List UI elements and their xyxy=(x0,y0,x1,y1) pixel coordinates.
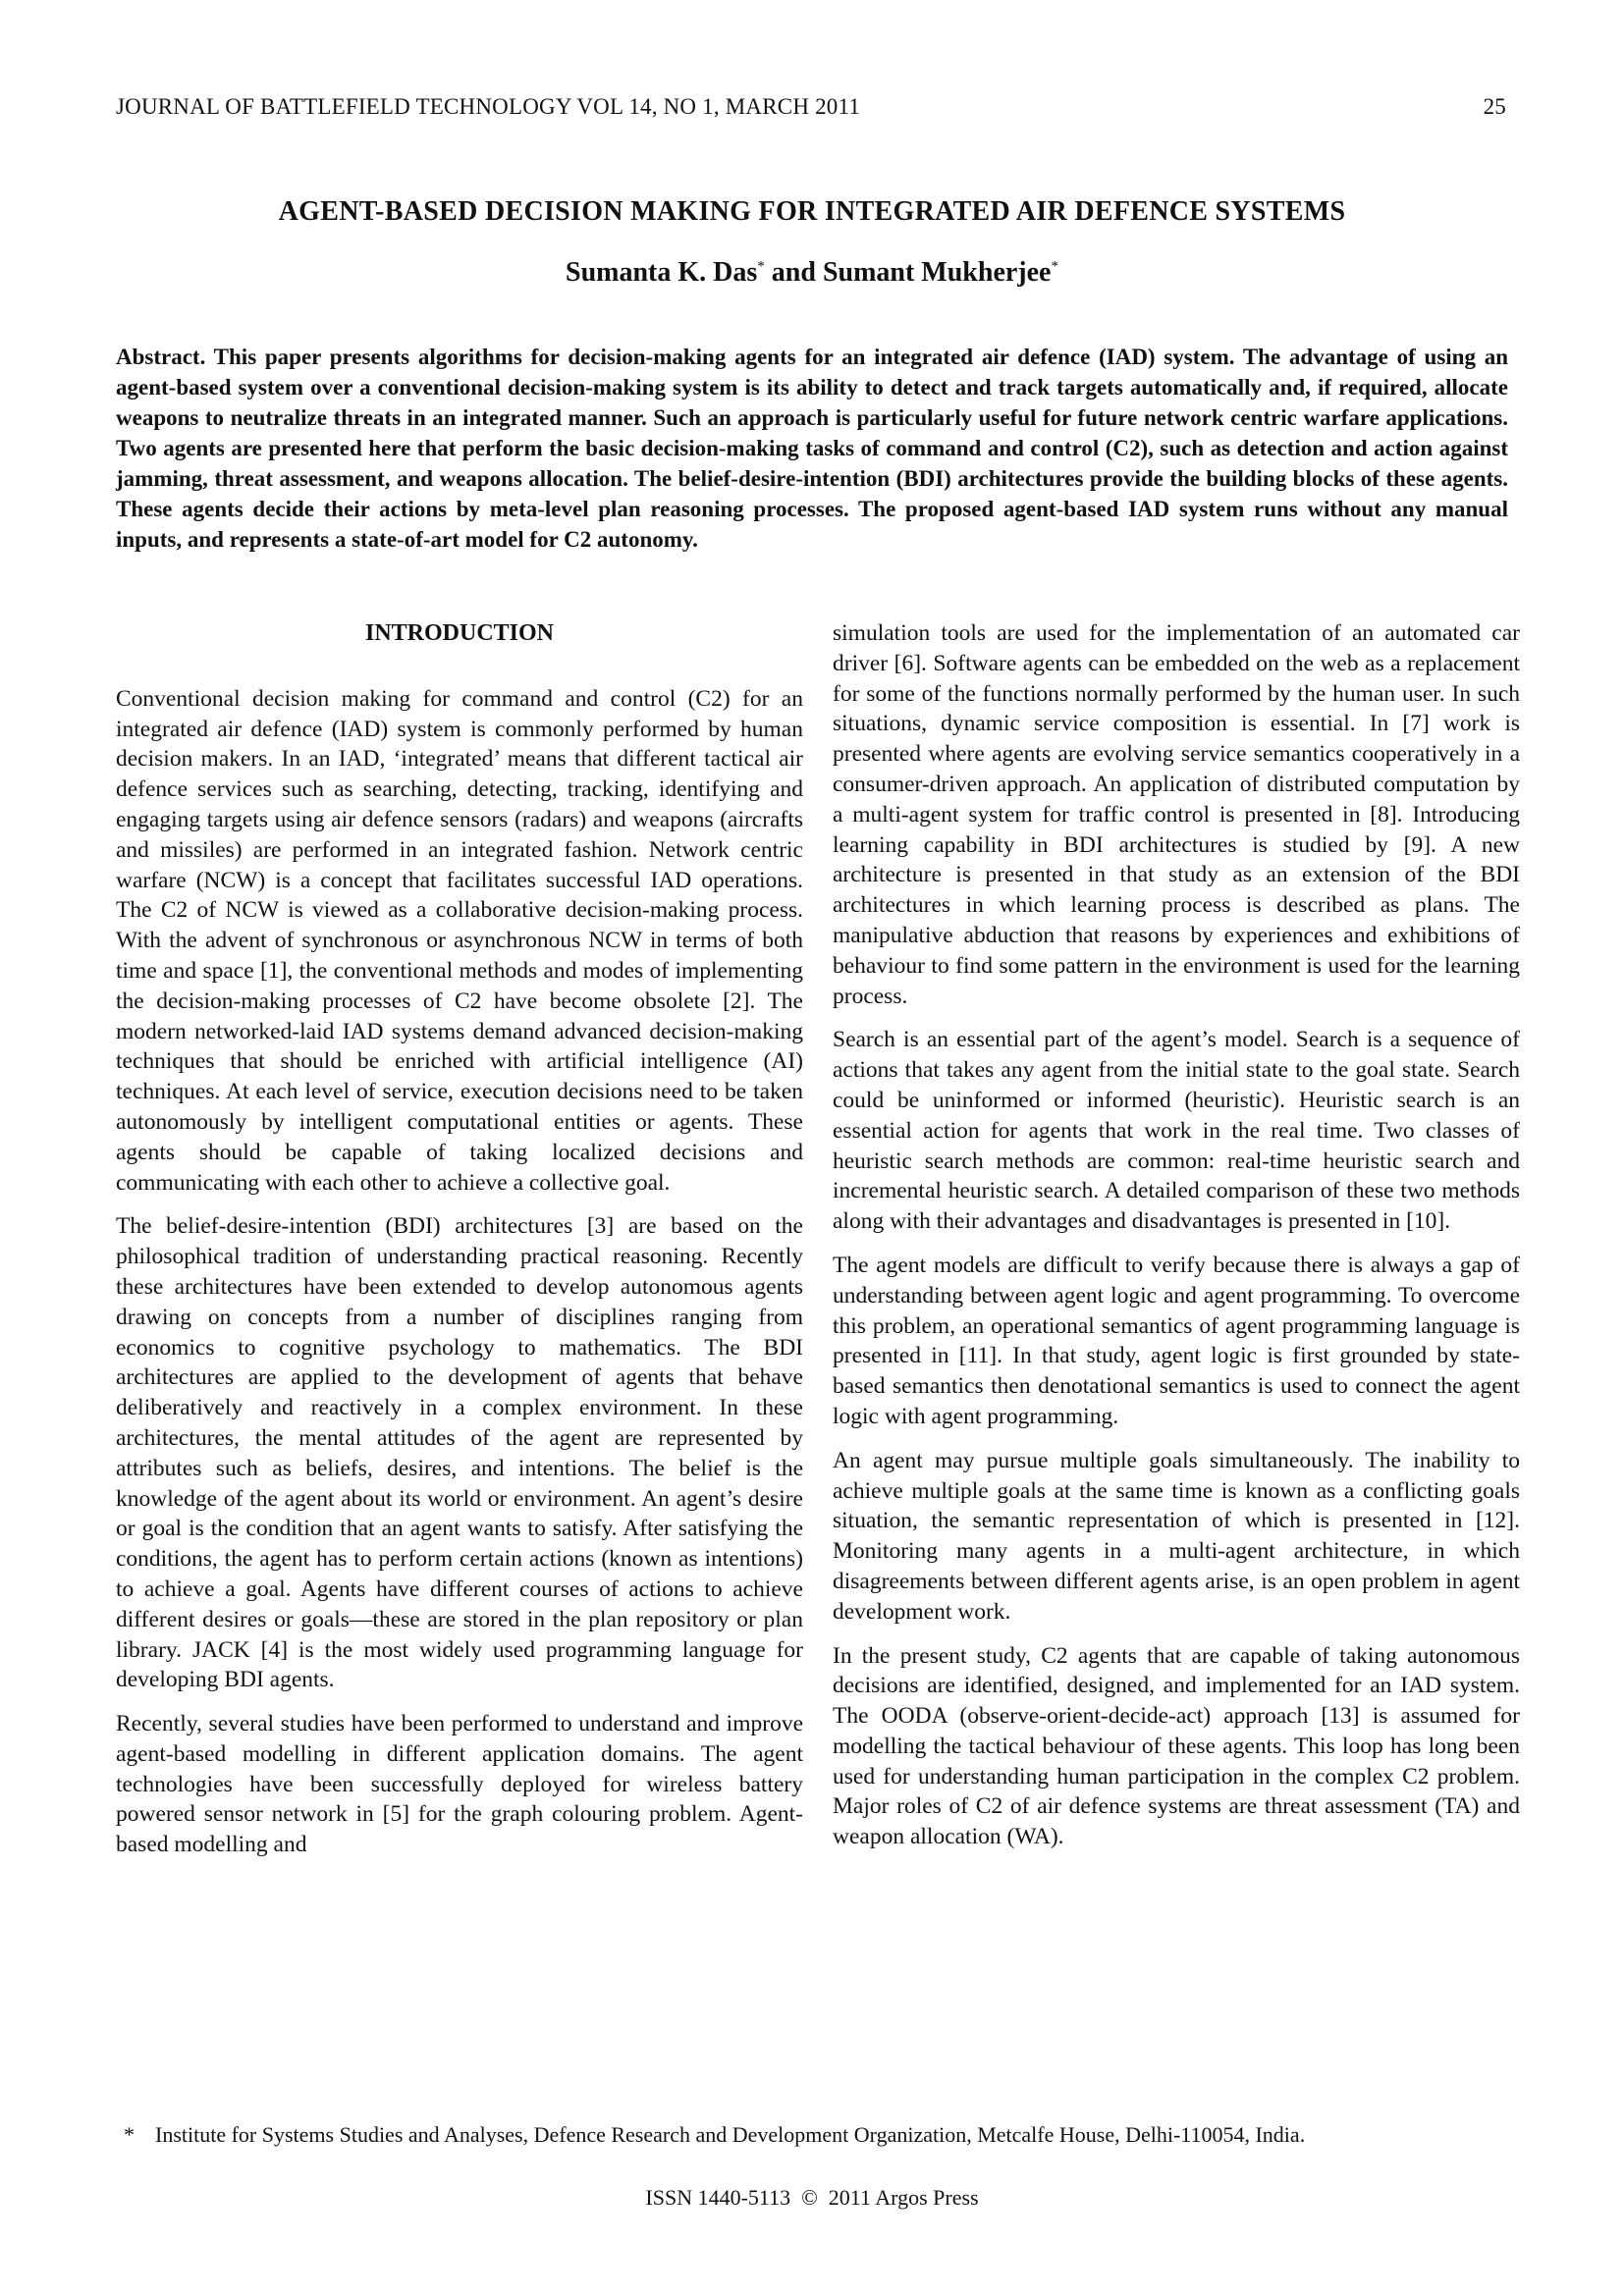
author-name: Sumant Mukherjee xyxy=(822,257,1052,288)
affiliation-mark: * xyxy=(1051,258,1058,275)
page-footer: ISSN 1440-5113 © 2011 Argos Press xyxy=(645,2185,979,2210)
body-paragraph: In the present study, C2 agents that are capable of taking autonomous decisions are identified, designed, and implemented for an IAD system. The OODA (observe-orient-decide-act) approach [13] is assumed for modelling the tactical behaviour of these agents. This loop has long been used for understanding human participation in the complex C2 problem. Major roles of C2 of air defence systems are threat assessment (TA) and weapon allocation (WA). xyxy=(833,1642,1520,1850)
body-paragraph: An agent may pursue multiple goals simultaneously. The inability to achieve multiple goals at the same time is known as a conflicting goals situation, the semantic representation of which is presented in [12]. Monitoring many agents in a multi-agent architecture, in which disagreements between different agents arise, is an open problem in agent development work. xyxy=(833,1447,1520,1625)
footnote-mark: * xyxy=(124,2122,135,2147)
body-paragraph: Search is an essential part of the agent’s model. Search is a sequence of actions that takes any agent from the initial state to the goal state. Search could be uninformed or informed (heuristic). Heuristic search is an essential action for agents that work in the real time. Two classes of heuristic search methods are common: real-time heuristic search and incremental heuristic search. A detailed comparison of these two methods along with their advantages and disadvantages is presented in [10]. xyxy=(833,1027,1520,1235)
body-paragraph: The belief-desire-intention (BDI) architectures [3] are based on the philosophical tradition of understanding practical reasoning. Recently these architectures have been extended to develop autonomous agents drawing on concepts from a number of disciplines ranging from economics to cognitive psychology to mathematics. The BDI architectures are applied to the development of agents that behave deliberatively and reactively in a complex environment. In these architectures, the mental attitudes of the agent are represented by attributes such as beliefs, desires, and intentions. The belief is the knowledge of the agent about its world or environment. An agent’s desire or goal is the condition that an agent wants to satisfy. After satisfying the conditions, the agent has to perform certain actions (known as intentions) to achieve a goal. Agents have different courses of actions to achieve different desires or goals—these are stored in the plan repository or plan library. JACK [4] is the most widely used programming language for developing BDI agents. xyxy=(116,1213,803,1693)
author-name: Sumanta K. Das xyxy=(566,257,758,288)
page-number: 25 xyxy=(1483,94,1506,119)
body-paragraph: simulation tools are used for the implementation of an automated car driver [6]. Software agents can be embedded on the web as a replacement for some of the functions normally performed by the human user. In such situations, dynamic service composition is essential. In [7] work is presented where agents are evolving service semantics cooperatively in a consumer-driven approach. An application of distributed computation by a multi-agent system for traffic control is presented in [8]. Introducing learning capability in BDI architectures is studied by [9]. A new architecture is presented in that study as an extension of the BDI architectures in which learning process is described as plans. The manipulative abduction that reasons by experiences and exhibitions of behaviour to find some pattern in the environment is used for the learning process. xyxy=(833,620,1520,1009)
journal-name: JOURNAL OF BATTLEFIELD TECHNOLOGY VOL 14, NO 1, MARCH 2011 xyxy=(116,94,861,119)
footnote-text: Institute for Systems Studies and Analyses, Defence Research and Development Organization, Metcalfe House, Delhi-110054, India. xyxy=(155,2122,1306,2147)
left-column xyxy=(116,613,803,1874)
author-connector: and xyxy=(764,257,823,288)
body-paragraph: Recently, several studies have been performed to understand and improve agent-based modelling in different application domains. The agent technologies have been successfully deployed for wireless battery powered sensor network in [5] for the graph colouring problem. Agent-based modelling and xyxy=(116,1711,803,1858)
section-heading: INTRODUCTION xyxy=(364,620,555,646)
affiliation-footnote xyxy=(124,2122,1518,2148)
abstract: Abstract. This paper presents algorithms for decision-making agents for an integrated air defence (IAD) system. The advantage of using an agent-based system over a conventional decision-making system is its ability to detect and track targets automatically and, if required, allocate weapons to neutralize threats in an integrated manner. Such an approach is particularly useful for future network centric warfare applications. Two agents are presented here that perform the basic decision-making tasks of command and control (C2), such as detection and action against jamming, threat assessment, and weapons allocation. The belief-desire-intention (BDI) architectures provide the building blocks of these agents. These agents decide their actions by meta-level plan reasoning processes. The proposed agent-based IAD system runs without any manual inputs, and represents a state-of-art model for C2 autonomy. xyxy=(116,345,1508,552)
body-paragraph: Conventional decision making for command and control (C2) for an integrated air defence (IAD) system is commonly performed by human decision makers. In an IAD, ‘integrated’ means that different tactical air defence services such as searching, detecting, tracking, identifying and engaging targets using air defence sensors (radars) and weapons (aircrafts and missiles) are performed in an integrated fashion. Network centric warfare (NCW) is a concept that facilitates successful IAD operations. The C2 of NCW is viewed as a collaborative decision-making process. With the advent of synchronous or asynchronous NCW in terms of both time and space [1], the conventional methods and modes of implementing the decision-making processes of C2 have become obsolete [2]. The modern networked-laid IAD systems demand advanced decision-making techniques that should be enriched with artificial intelligence (AI) techniques. At each level of service, execution decisions need to be taken autonomously by intelligent computational entities or agents. These agents should be capable of taking localized decisions and communicating with each other to achieve a collective goal. xyxy=(116,685,803,1196)
affiliation-mark: * xyxy=(757,258,765,275)
author-line xyxy=(0,257,1624,289)
paper-title: AGENT-BASED DECISION MAKING FOR INTEGRATED AIR DEFENCE SYSTEMS xyxy=(278,196,1346,227)
right-column xyxy=(833,618,1520,1866)
body-paragraph: The agent models are difficult to verify because there is always a gap of understanding between agent logic and agent programming. To overcome this problem, an operational semantics of agent programming language is presented in [11]. In that study, agent logic is first grounded by state-based semantics then denotational semantics is used to connect the agent logic with agent programming. xyxy=(833,1252,1520,1429)
